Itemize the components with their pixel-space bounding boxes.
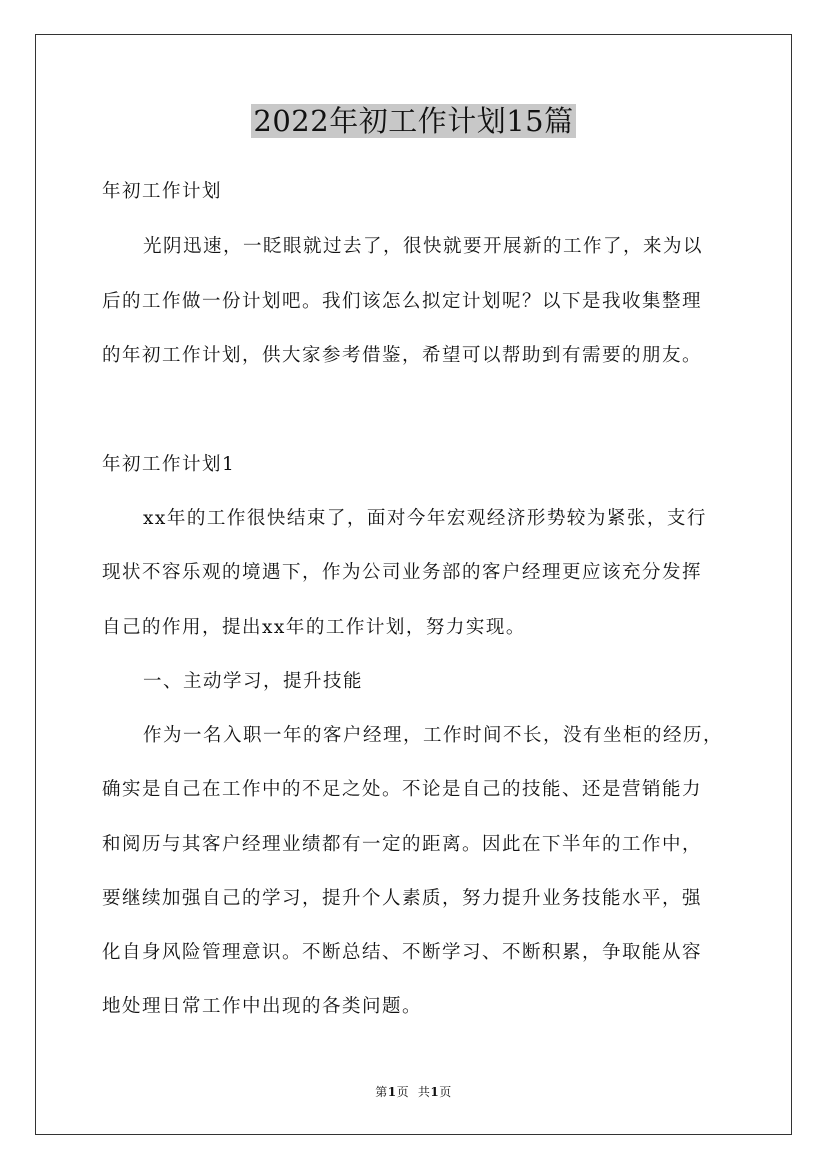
document-title-wrap — [0, 100, 827, 142]
section-heading: 年初工作计划 — [102, 181, 223, 202]
footer-total-suffix: 页 — [439, 1085, 452, 1099]
paragraph-line: 和阅历与其客户经理业绩都有一定的距离。因此在下半年的工作中， — [102, 834, 703, 855]
paragraph-line: 的年初工作计划，供大家参考借鉴，希望可以帮助到有需要的朋友。 — [102, 345, 703, 366]
paragraph-line: xx年的工作很快结束了，面对今年宏观经济形势较为紧张，支行 — [143, 508, 707, 529]
footer-page-suffix: 页 — [396, 1085, 410, 1099]
paragraph-line: 自己的作用，提出xx年的工作计划，努力实现。 — [102, 617, 526, 638]
paragraph-line: 确实是自己在工作中的不足之处。不论是自己的技能、还是营销能力 — [102, 779, 703, 800]
section-heading: 年初工作计划1 — [102, 454, 236, 475]
paragraph-line: 后的工作做一份计划吧。我们该怎么拟定计划呢？以下是我收集整理 — [102, 291, 703, 312]
paragraph-line: 地处理日常工作中出现的各类问题。 — [102, 996, 423, 1017]
page-footer — [0, 1083, 827, 1100]
paragraph-line: 光阴迅速，一眨眼就过去了，很快就要开展新的工作了，来为以 — [143, 236, 704, 257]
paragraph-line: 作为一名入职一年的客户经理，工作时间不长，没有坐柜的经历， — [143, 725, 724, 746]
paragraph-line: 化自身风险管理意识。不断总结、不断学习、不断积累，争取能从容 — [102, 942, 703, 963]
subsection-heading: 一、主动学习，提升技能 — [143, 671, 364, 692]
footer-total-prefix: 共 — [417, 1085, 431, 1099]
footer-page-prefix: 第 — [375, 1085, 388, 1099]
paragraph-line: 要继续加强自己的学习，提升个人素质，努力提升业务技能水平，强 — [102, 888, 703, 909]
footer-total-number: 1 — [430, 1085, 440, 1099]
paragraph-line: 现状不容乐观的境遇下，作为公司业务部的客户经理更应该充分发挥 — [102, 562, 703, 583]
document-title: 2022年初工作计划15篇 — [253, 104, 574, 138]
footer-page-number: 1 — [387, 1085, 397, 1099]
